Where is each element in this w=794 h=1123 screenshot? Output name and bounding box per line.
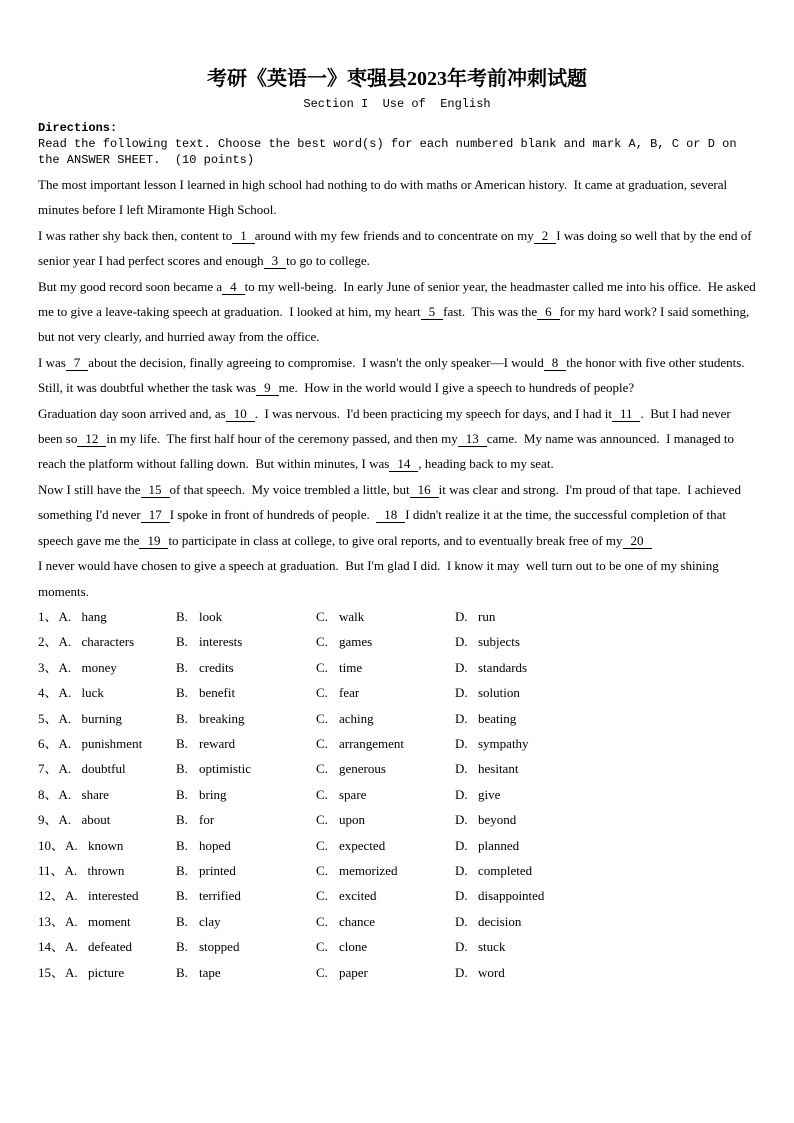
option-word: chance bbox=[339, 913, 376, 929]
question-number: 3、 bbox=[38, 659, 58, 675]
option-word: benefit bbox=[199, 685, 236, 701]
option-cell bbox=[316, 706, 455, 731]
option-letter: B. bbox=[176, 812, 188, 828]
cloze-blank-8: 8 bbox=[544, 355, 567, 371]
option-letter: C. bbox=[316, 735, 328, 751]
question-number: 14、 bbox=[38, 939, 65, 955]
option-letter: B. bbox=[176, 685, 188, 701]
option-word: disappointed bbox=[478, 888, 545, 904]
option-letter: A. bbox=[65, 964, 78, 980]
option-cell bbox=[176, 629, 316, 654]
option-letter: D. bbox=[455, 735, 468, 751]
option-letter: B. bbox=[176, 913, 188, 929]
question-number: 12、 bbox=[38, 888, 65, 904]
option-letter: C. bbox=[316, 634, 328, 650]
question-number: 13、 bbox=[38, 913, 65, 929]
question-row-10 bbox=[38, 833, 756, 858]
option-letter: A. bbox=[58, 786, 72, 802]
option-cell bbox=[455, 604, 756, 629]
option-cell bbox=[38, 833, 176, 858]
option-letter: C. bbox=[316, 939, 328, 955]
option-letter: A. bbox=[65, 939, 78, 955]
option-word: give bbox=[478, 786, 501, 802]
option-letter: B. bbox=[176, 608, 188, 624]
option-word: look bbox=[199, 608, 223, 624]
option-cell bbox=[176, 731, 316, 756]
option-word: credits bbox=[199, 659, 234, 675]
option-word: about bbox=[81, 812, 111, 828]
option-word: beyond bbox=[478, 812, 517, 828]
question-number: 5、 bbox=[38, 710, 58, 726]
cloze-blank-6: 6 bbox=[537, 304, 560, 320]
option-word: upon bbox=[339, 812, 365, 828]
option-word: picture bbox=[88, 964, 125, 980]
option-letter: A. bbox=[58, 812, 72, 828]
option-letter: C. bbox=[316, 913, 328, 929]
question-number: 8、 bbox=[38, 786, 58, 802]
option-word: walk bbox=[339, 608, 365, 624]
option-letter: A. bbox=[58, 735, 72, 751]
option-cell bbox=[176, 883, 316, 908]
option-cell bbox=[176, 833, 316, 858]
option-letter: B. bbox=[176, 735, 188, 751]
option-cell bbox=[316, 934, 455, 959]
option-word: moment bbox=[88, 913, 131, 929]
option-word: defeated bbox=[88, 939, 133, 955]
option-cell bbox=[38, 706, 176, 731]
question-number: 7、 bbox=[38, 761, 58, 777]
cloze-blank-4: 4 bbox=[222, 279, 245, 295]
cloze-blank-5: 5 bbox=[421, 304, 444, 320]
option-letter: C. bbox=[316, 659, 328, 675]
option-word: terrified bbox=[199, 888, 241, 904]
option-cell bbox=[316, 909, 455, 934]
option-cell bbox=[38, 756, 176, 781]
option-letter: B. bbox=[176, 862, 188, 878]
option-cell bbox=[176, 655, 316, 680]
option-letter: A. bbox=[64, 862, 78, 878]
option-word: aching bbox=[339, 710, 374, 726]
option-cell bbox=[316, 680, 455, 705]
option-letter: C. bbox=[316, 888, 328, 904]
option-letter: C. bbox=[316, 812, 328, 828]
option-letter: B. bbox=[176, 837, 188, 853]
option-word: interested bbox=[88, 888, 139, 904]
option-letter: A. bbox=[58, 761, 72, 777]
option-cell bbox=[38, 960, 176, 985]
option-letter: D. bbox=[455, 685, 468, 701]
option-letter: A. bbox=[65, 837, 78, 853]
option-letter: B. bbox=[176, 634, 188, 650]
question-row-9 bbox=[38, 807, 756, 832]
question-row-3 bbox=[38, 655, 756, 680]
option-cell bbox=[316, 960, 455, 985]
option-letter: D. bbox=[455, 812, 468, 828]
option-cell bbox=[455, 883, 756, 908]
cloze-blank-20: 20 bbox=[623, 533, 652, 549]
question-row-14 bbox=[38, 934, 756, 959]
option-word: time bbox=[339, 659, 363, 675]
option-word: fear bbox=[339, 685, 360, 701]
option-word: planned bbox=[478, 837, 520, 853]
option-word: doubtful bbox=[81, 761, 126, 777]
option-letter: D. bbox=[455, 862, 468, 878]
option-cell bbox=[316, 782, 455, 807]
cloze-blank-12: 12 bbox=[77, 431, 106, 447]
option-cell bbox=[176, 756, 316, 781]
passage-paragraph: The most important lesson I learned in high school had nothing to do with maths or American history. It came at graduation, several minutes before I left Miramonte High School. bbox=[38, 177, 731, 218]
question-row-5 bbox=[38, 706, 756, 731]
option-word: burning bbox=[81, 710, 122, 726]
option-letter: D. bbox=[455, 913, 468, 929]
option-word: run bbox=[478, 608, 496, 624]
option-letter: A. bbox=[58, 710, 72, 726]
option-letter: D. bbox=[455, 761, 468, 777]
option-cell bbox=[38, 909, 176, 934]
option-letter: D. bbox=[455, 710, 468, 726]
option-cell bbox=[316, 756, 455, 781]
option-letter: C. bbox=[316, 761, 328, 777]
option-cell bbox=[455, 782, 756, 807]
option-word: tape bbox=[199, 964, 221, 980]
question-row-13 bbox=[38, 909, 756, 934]
option-letter: D. bbox=[455, 837, 468, 853]
option-cell bbox=[176, 934, 316, 959]
option-cell bbox=[38, 604, 176, 629]
option-letter: C. bbox=[316, 837, 328, 853]
option-cell bbox=[455, 629, 756, 654]
cloze-blank-15: 15 bbox=[141, 482, 170, 498]
option-letter: B. bbox=[176, 964, 188, 980]
option-word: spare bbox=[339, 786, 367, 802]
option-cell bbox=[316, 883, 455, 908]
option-word: stuck bbox=[478, 939, 506, 955]
option-cell bbox=[455, 756, 756, 781]
option-cell bbox=[176, 680, 316, 705]
option-letter: B. bbox=[176, 710, 188, 726]
directions-text: Read the following text. Choose the best word(s) for each numbered blank and mark A, B, C or D on the ANSWER SHEET. (10 points) bbox=[38, 137, 744, 167]
option-letter: A. bbox=[58, 608, 72, 624]
option-word: share bbox=[81, 786, 109, 802]
option-letter: C. bbox=[316, 685, 328, 701]
option-word: luck bbox=[81, 685, 104, 701]
question-list bbox=[38, 604, 756, 985]
option-cell bbox=[38, 858, 176, 883]
cloze-blank-3: 3 bbox=[264, 253, 287, 269]
option-letter: C. bbox=[316, 786, 328, 802]
option-cell bbox=[455, 680, 756, 705]
option-word: breaking bbox=[199, 710, 245, 726]
question-row-11 bbox=[38, 858, 756, 883]
option-letter: B. bbox=[176, 786, 188, 802]
option-word: clone bbox=[339, 939, 368, 955]
directions-label: Directions: bbox=[38, 121, 118, 135]
passage-paragraph: I was rather shy back then, content to 1 around with my few friends and to concentrate on my 2 I was doing so well that by the end of senior year I had perfect scores and enough 3 to go to college. bbox=[38, 227, 755, 269]
option-letter: C. bbox=[316, 964, 328, 980]
option-word: hesitant bbox=[478, 761, 519, 777]
passage-paragraph: Now I still have the 15 of that speech. My voice trembled a little, but 16 it was clear and strong. I'm proud of that tape. I achieved something I'd never 17 I spoke in front of hundreds of people. 18 I didn't realize it at the time, the successful completion of that speech gave me the 19 to participate in class at college, to give oral reports, and to eventually break free of my 20 bbox=[38, 481, 745, 548]
option-word: characters bbox=[81, 634, 135, 650]
option-cell bbox=[176, 909, 316, 934]
cloze-blank-10: 10 bbox=[226, 406, 255, 422]
option-cell bbox=[176, 604, 316, 629]
question-row-8 bbox=[38, 782, 756, 807]
option-cell bbox=[455, 833, 756, 858]
option-cell bbox=[316, 807, 455, 832]
option-word: sympathy bbox=[478, 735, 529, 751]
option-letter: D. bbox=[455, 634, 468, 650]
option-cell bbox=[455, 807, 756, 832]
option-cell bbox=[455, 731, 756, 756]
option-cell bbox=[316, 629, 455, 654]
question-row-2 bbox=[38, 629, 756, 654]
question-number: 15、 bbox=[38, 964, 65, 980]
cloze-blank-18: 18 bbox=[376, 507, 405, 523]
option-letter: D. bbox=[455, 964, 468, 980]
option-cell bbox=[176, 807, 316, 832]
cloze-blank-7: 7 bbox=[66, 355, 89, 371]
passage-paragraph: I never would have chosen to give a speech at graduation. But I'm glad I did. I know it may well turn out to be one of my shining moments. bbox=[38, 558, 722, 599]
option-word: optimistic bbox=[199, 761, 251, 777]
option-word: hoped bbox=[199, 837, 231, 853]
cloze-blank-2: 2 bbox=[534, 228, 557, 244]
option-cell bbox=[38, 731, 176, 756]
cloze-blank-1: 1 bbox=[232, 228, 255, 244]
option-word: thrown bbox=[87, 862, 125, 878]
option-cell bbox=[176, 706, 316, 731]
cloze-blank-16: 16 bbox=[410, 482, 439, 498]
option-letter: B. bbox=[176, 939, 188, 955]
option-word: generous bbox=[339, 761, 386, 777]
option-letter: D. bbox=[455, 939, 468, 955]
question-number: 9、 bbox=[38, 812, 58, 828]
option-cell bbox=[316, 858, 455, 883]
option-cell bbox=[38, 782, 176, 807]
question-row-12 bbox=[38, 883, 756, 908]
question-row-6 bbox=[38, 731, 756, 756]
option-word: interests bbox=[199, 634, 243, 650]
option-cell bbox=[38, 807, 176, 832]
option-cell bbox=[455, 858, 756, 883]
question-row-7 bbox=[38, 756, 756, 781]
option-word: hang bbox=[81, 608, 107, 624]
question-number: 11、 bbox=[38, 862, 64, 878]
option-word: solution bbox=[478, 685, 520, 701]
option-cell bbox=[455, 934, 756, 959]
cloze-blank-11: 11 bbox=[612, 406, 641, 422]
option-word: for bbox=[199, 812, 215, 828]
option-cell bbox=[176, 858, 316, 883]
option-word: printed bbox=[199, 862, 236, 878]
option-word: paper bbox=[339, 964, 368, 980]
option-letter: B. bbox=[176, 659, 188, 675]
cloze-blank-19: 19 bbox=[139, 533, 168, 549]
question-row-15 bbox=[38, 960, 756, 985]
option-word: standards bbox=[478, 659, 528, 675]
option-letter: C. bbox=[316, 710, 328, 726]
option-word: decision bbox=[478, 913, 522, 929]
option-word: memorized bbox=[339, 862, 398, 878]
option-word: known bbox=[88, 837, 124, 853]
option-cell bbox=[38, 629, 176, 654]
option-word: punishment bbox=[81, 735, 143, 751]
passage-paragraph: But my good record soon became a 4 to my well-being. In early June of senior year, the headmaster called me into his office. He asked me to give a leave-taking speech at graduation. I looked at him, my heart 5 fast. This was the 6 for my hard work? I said something, but not very clearly, and hurried away from the office. bbox=[38, 278, 759, 345]
option-letter: A. bbox=[58, 634, 72, 650]
option-word: subjects bbox=[478, 634, 520, 650]
option-letter: A. bbox=[65, 913, 78, 929]
option-letter: A. bbox=[58, 659, 72, 675]
option-word: bring bbox=[199, 786, 227, 802]
option-letter: D. bbox=[455, 659, 468, 675]
option-cell bbox=[38, 680, 176, 705]
cloze-blank-13: 13 bbox=[458, 431, 487, 447]
option-cell bbox=[316, 833, 455, 858]
option-cell bbox=[455, 706, 756, 731]
passage-paragraph: Graduation day soon arrived and, as 10 . I was nervous. I'd been practicing my speech for days, and I had it 11 . But I had never been so 12 in my life. The first half hour of the ceremony passed, and then my 13 came. My name was announced. I managed to reach the platform without falling down. But within minutes, I was 14 , heading back to my seat. bbox=[38, 405, 738, 472]
cloze-blank-9: 9 bbox=[256, 380, 279, 396]
option-word: arrangement bbox=[339, 735, 404, 751]
question-row-1 bbox=[38, 604, 756, 629]
question-number: 6、 bbox=[38, 735, 58, 751]
option-word: money bbox=[81, 659, 117, 675]
option-cell bbox=[176, 960, 316, 985]
option-letter: B. bbox=[176, 888, 188, 904]
option-letter: B. bbox=[176, 761, 188, 777]
option-word: beating bbox=[478, 710, 517, 726]
section-heading: Section I Use of English bbox=[303, 97, 491, 111]
option-word: reward bbox=[199, 735, 236, 751]
option-cell bbox=[176, 782, 316, 807]
option-letter: C. bbox=[316, 862, 328, 878]
question-row-4 bbox=[38, 680, 756, 705]
question-number: 4、 bbox=[38, 685, 58, 701]
option-letter: D. bbox=[455, 786, 468, 802]
option-cell bbox=[38, 655, 176, 680]
cloze-blank-17: 17 bbox=[141, 507, 170, 523]
question-number: 10、 bbox=[38, 837, 65, 853]
option-word: stopped bbox=[199, 939, 240, 955]
option-letter: A. bbox=[65, 888, 78, 904]
option-cell bbox=[316, 655, 455, 680]
option-word: expected bbox=[339, 837, 386, 853]
option-letter: A. bbox=[58, 685, 72, 701]
option-word: clay bbox=[199, 913, 221, 929]
option-cell bbox=[316, 604, 455, 629]
option-word: completed bbox=[478, 862, 533, 878]
question-number: 1、 bbox=[38, 608, 58, 624]
option-cell bbox=[38, 934, 176, 959]
option-word: word bbox=[478, 964, 505, 980]
option-letter: D. bbox=[455, 608, 468, 624]
question-number: 2、 bbox=[38, 634, 58, 650]
passage bbox=[38, 172, 759, 604]
passage-paragraph: I was 7 about the decision, finally agreeing to compromise. I wasn't the only speaker—I would 8 the honor with five other students. Still, it was doubtful whether the task was 9 me. How in the world would I give a speech to hundreds of people? bbox=[38, 354, 752, 396]
option-cell bbox=[455, 960, 756, 985]
page-title: 考研《英语一》枣强县2023年考前冲刺试题 bbox=[207, 68, 587, 90]
option-word: games bbox=[339, 634, 373, 650]
option-letter: D. bbox=[455, 888, 468, 904]
cloze-blank-14: 14 bbox=[389, 456, 418, 472]
option-cell bbox=[38, 883, 176, 908]
option-letter: C. bbox=[316, 608, 328, 624]
option-cell bbox=[455, 655, 756, 680]
option-cell bbox=[316, 731, 455, 756]
option-word: excited bbox=[339, 888, 377, 904]
option-cell bbox=[455, 909, 756, 934]
